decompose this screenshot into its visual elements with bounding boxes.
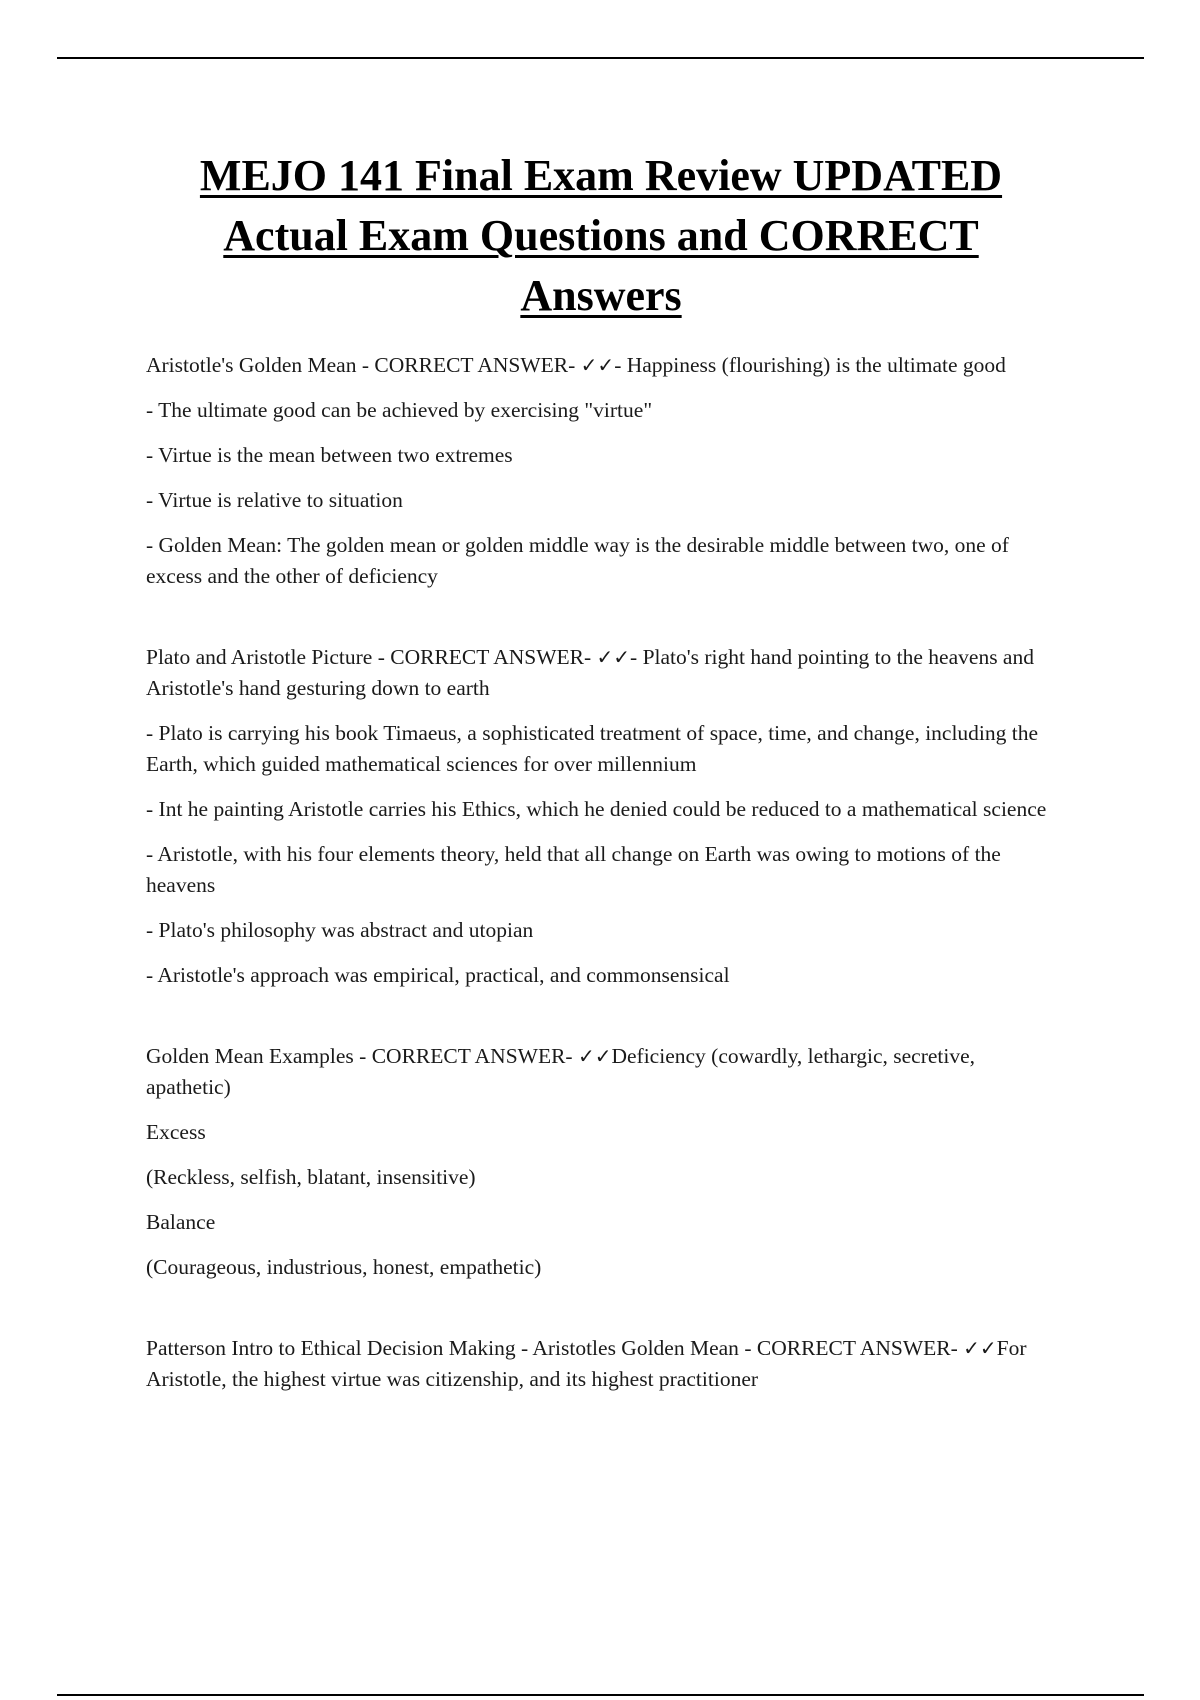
- answer-point: (Courageous, industrious, honest, empathetic): [146, 1255, 542, 1279]
- answer-point: - Aristotle, with his four elements theory, held that all change on Earth was owing to motions of the heavens: [146, 842, 1001, 897]
- answer-label: CORRECT ANSWER-: [374, 353, 576, 377]
- question-line: Plato and Aristotle Picture - CORRECT ANSWER- ✓✓- Plato's right hand pointing to the heavens and Aristotle's hand gesturing down to earth: [146, 645, 1034, 700]
- answer-point: - The ultimate good can be achieved by exercising "virtue": [146, 398, 653, 422]
- answer-label: CORRECT ANSWER-: [390, 645, 592, 669]
- answer-point: - Virtue is relative to situation: [146, 488, 403, 512]
- double-check-icon: ✓✓: [577, 1044, 612, 1068]
- question-term: Patterson Intro to Ethical Decision Making - Aristotles Golden Mean: [146, 1336, 739, 1360]
- qa-section: [146, 1041, 1056, 1283]
- answer-point: (Reckless, selfish, blatant, insensitive): [146, 1165, 476, 1189]
- answer-text: - Happiness (flourishing) is the ultimate good: [614, 353, 1006, 377]
- bottom-rule: [57, 1694, 1144, 1696]
- qa-section: [146, 350, 1056, 592]
- qa-section: [146, 642, 1056, 991]
- question-line: Aristotle's Golden Mean - CORRECT ANSWER- ✓✓- Happiness (flourishing) is the ultimate good: [146, 353, 1006, 377]
- answer-point: - Plato is carrying his book Timaeus, a sophisticated treatment of space, time, and change, including the Earth, which guided mathematical sciences for over millennium: [146, 721, 1039, 776]
- answer-point: - Golden Mean: The golden mean or golden middle way is the desirable middle between two, one of excess and the other of deficiency: [146, 533, 1009, 588]
- answer-label: CORRECT ANSWER-: [371, 1044, 573, 1068]
- answer-text: For Aristotle, the highest virtue was citizenship, and its highest practitioner: [146, 1336, 1027, 1391]
- double-check-icon: ✓✓: [963, 1336, 997, 1360]
- answer-point: Excess: [146, 1120, 206, 1144]
- answer-text: - Plato's right hand pointing to the heavens and Aristotle's hand gesturing down to earth: [146, 645, 1034, 700]
- answer-point: Balance: [146, 1210, 216, 1234]
- question-line: Golden Mean Examples - CORRECT ANSWER- ✓✓Deficiency (cowardly, lethargic, secretive, apathetic): [146, 1044, 976, 1099]
- answer-text: Deficiency (cowardly, lethargic, secretive, apathetic): [146, 1044, 976, 1099]
- answer-point: - Int he painting Aristotle carries his Ethics, which he denied could be reduced to a mathematical science: [146, 797, 1047, 821]
- qa-section: [146, 1333, 1056, 1395]
- answer-label: CORRECT ANSWER-: [756, 1336, 958, 1360]
- question-term: Plato and Aristotle Picture: [146, 645, 373, 669]
- document-title: MEJO 141 Final Exam Review UPDATED Actual Exam Questions and CORRECT Answers: [199, 151, 1003, 320]
- question-term: Golden Mean Examples: [146, 1044, 354, 1068]
- answer-point: - Plato's philosophy was abstract and utopian: [146, 918, 534, 942]
- double-check-icon: ✓✓: [596, 645, 631, 669]
- top-rule: [57, 57, 1144, 59]
- question-term: Aristotle's Golden Mean: [146, 353, 357, 377]
- double-check-icon: ✓✓: [580, 353, 615, 377]
- answer-point: - Aristotle's approach was empirical, practical, and commonsensical: [146, 963, 730, 987]
- document-body: [146, 146, 1056, 1445]
- answer-point: - Virtue is the mean between two extremes: [146, 443, 513, 467]
- question-line: Patterson Intro to Ethical Decision Making - Aristotles Golden Mean - CORRECT ANSWER- ✓✓For Aristotle, the highest virtue was citizenship, and its highest practitioner: [146, 1336, 1027, 1391]
